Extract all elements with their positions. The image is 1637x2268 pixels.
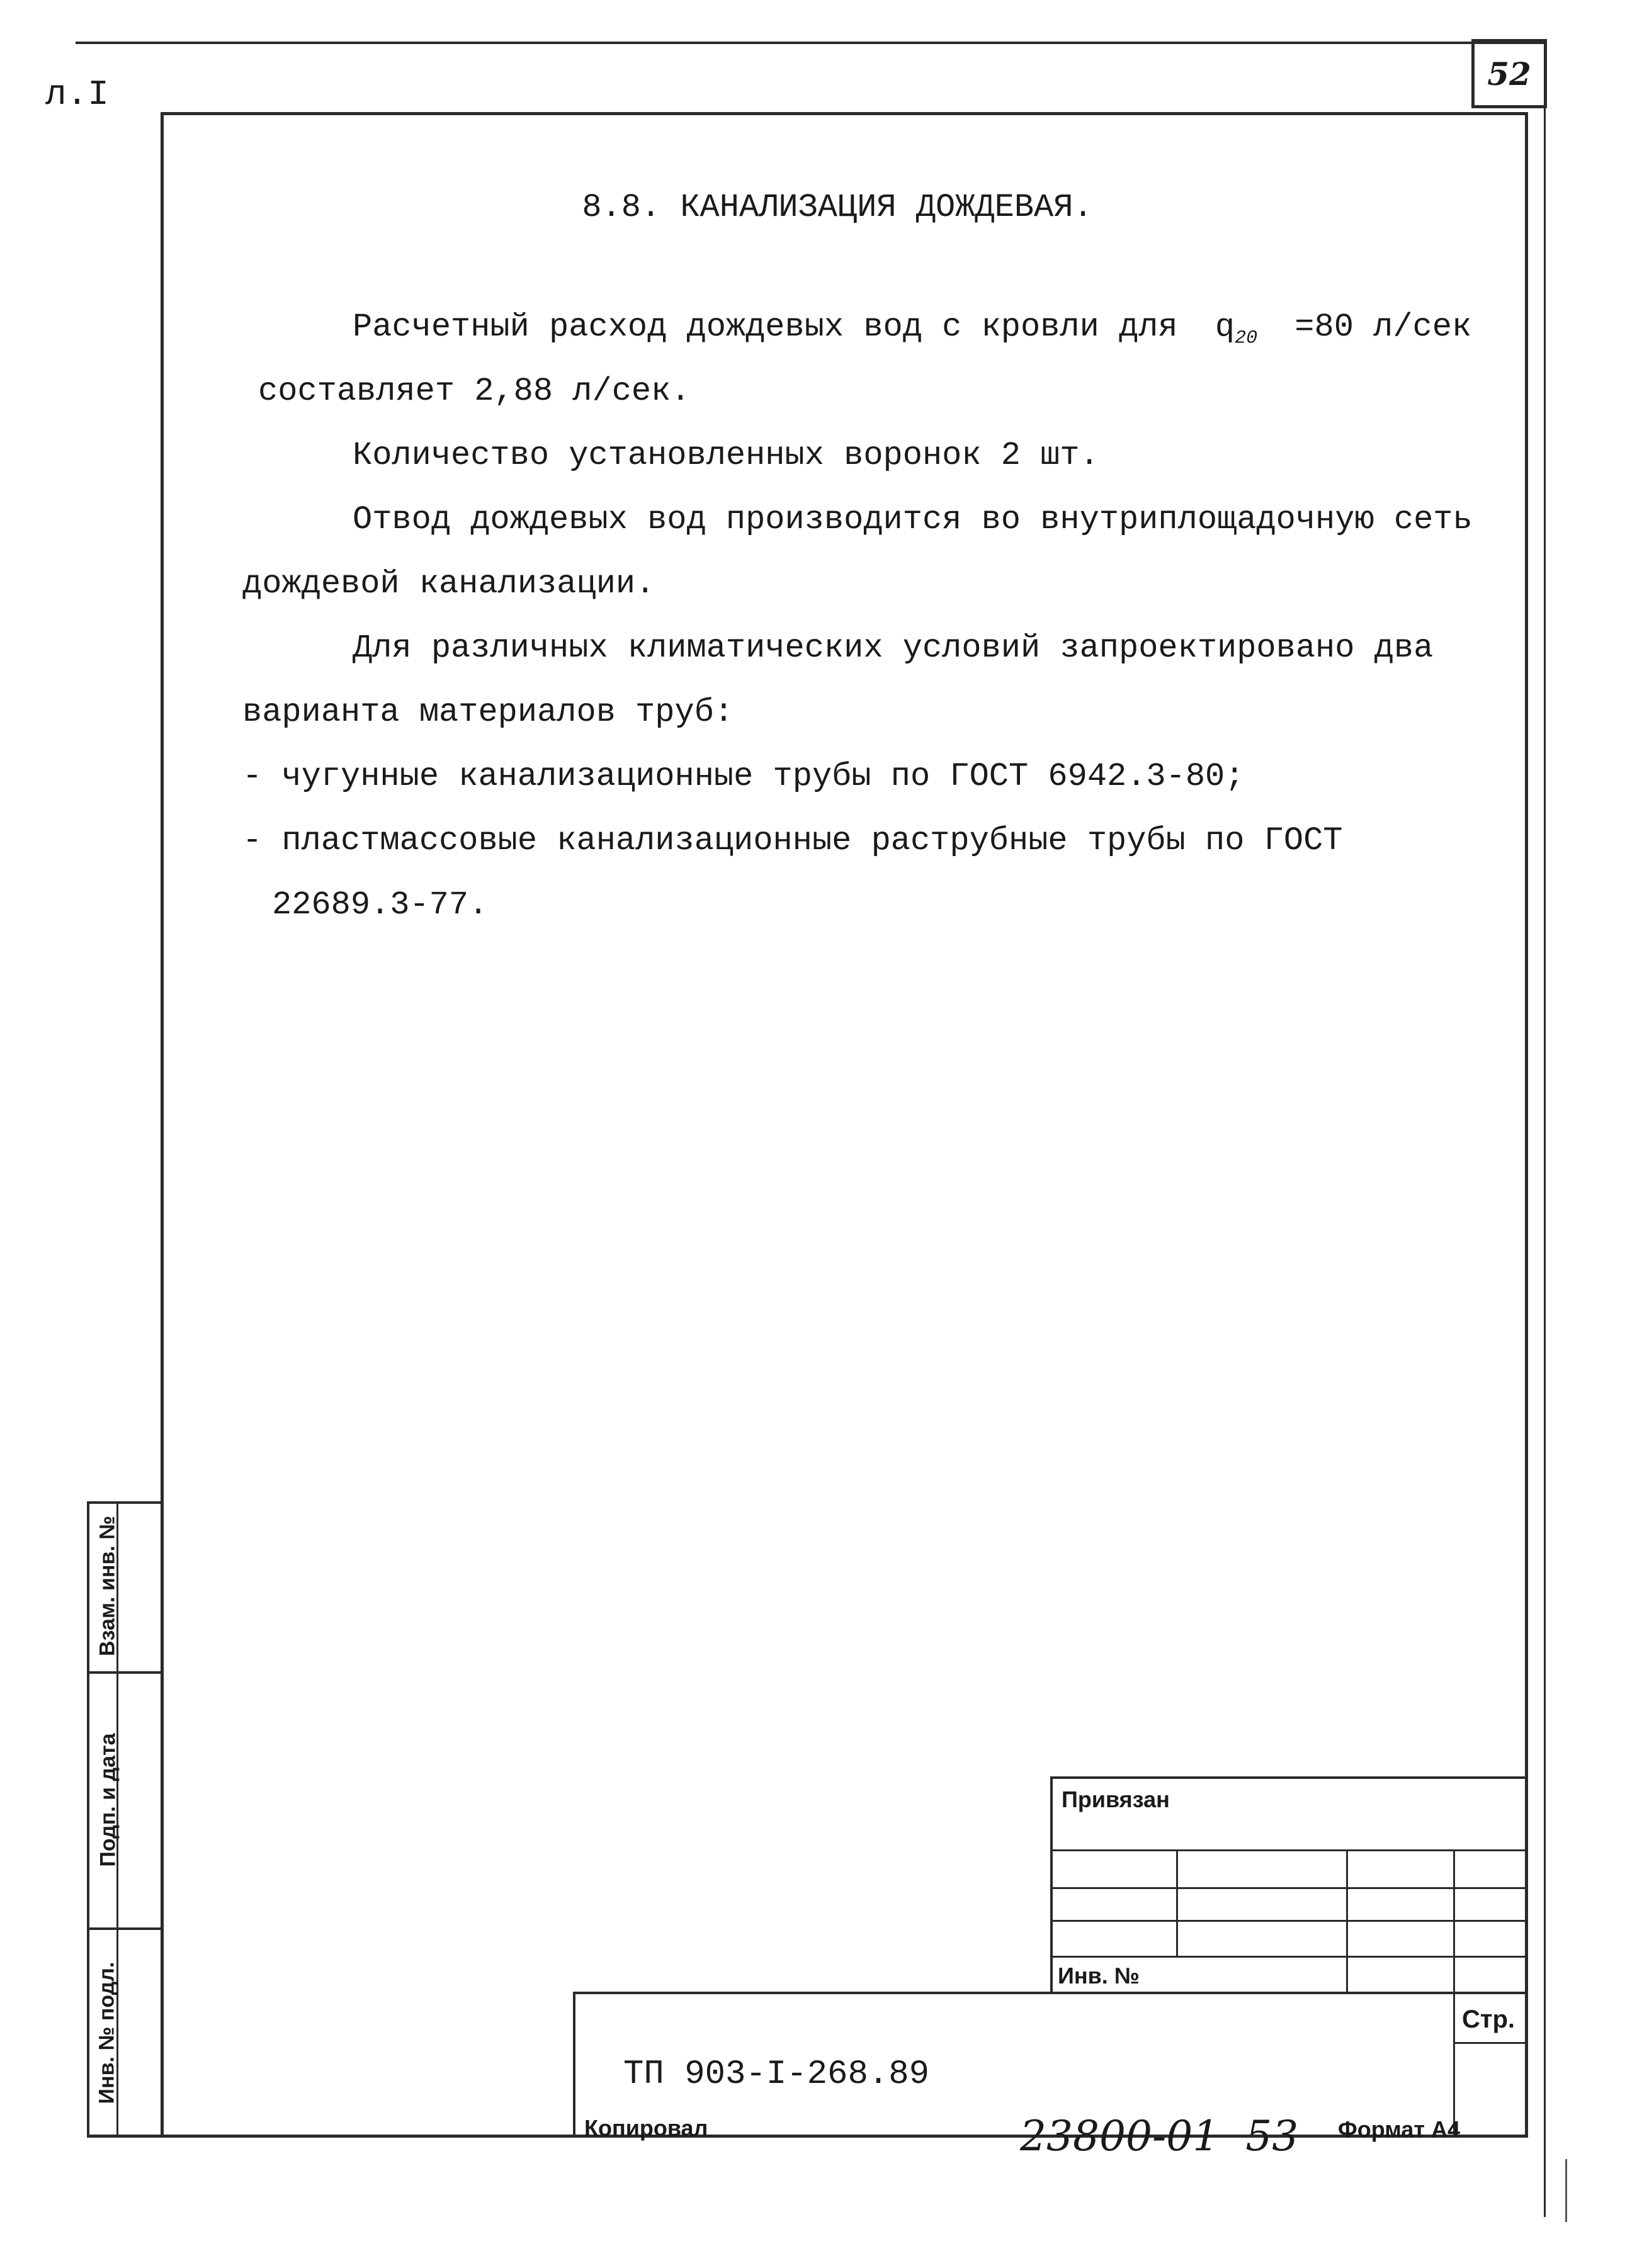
handwritten-number: 23800-01 53 xyxy=(1020,2112,1299,2160)
title-block-left xyxy=(573,1992,575,2138)
paragraph-1-text-b: =80 л/сек xyxy=(1294,308,1472,346)
stamp-top xyxy=(1050,1776,1528,1779)
stamp-col-1 xyxy=(1176,1849,1178,1956)
page-cell-divider xyxy=(1453,2042,1528,2044)
paragraph-4-line-2: варианта материалов труб: xyxy=(242,694,734,731)
outer-right-tick xyxy=(1565,2159,1567,2222)
stamp-row-1 xyxy=(1050,1849,1528,1851)
privyazan-label: Привязан xyxy=(1062,1786,1170,1812)
q-symbol xyxy=(1215,308,1257,349)
paragraph-1-line-1 xyxy=(353,308,1471,349)
page-cell-label: Стр. xyxy=(1462,2006,1515,2033)
title-block-top xyxy=(573,1992,1528,1994)
stamp-row-2 xyxy=(1050,1887,1528,1889)
q-subscript: 20 xyxy=(1235,327,1258,349)
top-rule xyxy=(76,42,1546,44)
side-stamp-outer-left xyxy=(87,1501,89,2138)
outer-right-line xyxy=(1544,108,1546,2217)
section-heading: 8.8. КАНАЛИЗАЦИЯ ДОЖДЕВАЯ. xyxy=(582,189,1093,226)
side-label-inv-podl: Инв. № подл. xyxy=(94,1961,119,2104)
kopiroval-label: Копировал xyxy=(584,2115,708,2141)
stamp-left xyxy=(1050,1776,1053,1994)
frame-bottom xyxy=(87,2135,1528,2138)
side-label-vzam-inv: Взам. инв. № xyxy=(95,1515,120,1657)
side-label-podp-data: Подп. и дата xyxy=(96,1733,120,1867)
inv-no-label: Инв. № xyxy=(1058,1963,1140,1989)
paragraph-4-line-1: Для различных климатических условий запроектировано два xyxy=(353,629,1434,667)
frame-right xyxy=(1525,112,1528,2138)
format-label: Формат А4 xyxy=(1338,2116,1461,2142)
frame-top xyxy=(161,112,1528,115)
paragraph-1-text-a: Расчетный расход дождевых вод с кровли для xyxy=(353,308,1178,346)
frame-left xyxy=(161,112,164,2138)
list-item-2-line-2: 22689.3-77. xyxy=(272,886,489,923)
q-letter: q xyxy=(1215,308,1235,346)
stamp-row-4 xyxy=(1050,1956,1528,1958)
stamp-col-2 xyxy=(1346,1849,1348,1994)
paragraph-3-line-2: дождевой канализации. xyxy=(242,565,655,602)
paragraph-1-line-2: составляет 2,88 л/сек. xyxy=(258,373,691,410)
stamp-row-3 xyxy=(1050,1920,1528,1922)
paragraph-2: Количество установленных воронок 2 шт. xyxy=(353,437,1099,474)
list-item-2-line-1: - пластмассовые канализационные раструбные трубы по ГОСТ xyxy=(242,822,1343,859)
list-item-1: - чугунные канализационные трубы по ГОСТ 6942.3-80; xyxy=(242,758,1245,795)
page-number: 52 xyxy=(1487,55,1531,93)
document-code: ТП 903-I-268.89 xyxy=(623,2055,930,2094)
paragraph-3-line-1: Отвод дождевых вод производится во внутриплощадочную сеть xyxy=(353,501,1473,538)
sheet-label: л.I xyxy=(45,74,109,115)
